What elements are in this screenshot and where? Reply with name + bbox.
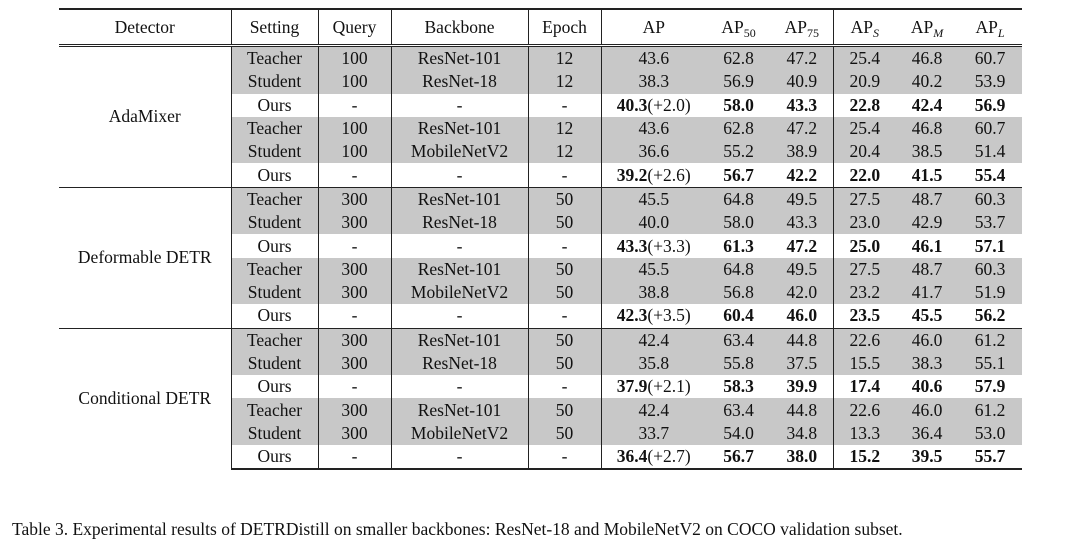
apl-cell: 57.1 bbox=[974, 235, 1006, 256]
ap75-cell: 47.2 bbox=[771, 46, 833, 71]
ap75-cell: 39.9 bbox=[786, 376, 818, 397]
apm-cell: 40.2 bbox=[896, 70, 958, 93]
apm-cell: 46.8 bbox=[896, 117, 958, 140]
aps-cell: 13.3 bbox=[833, 422, 896, 445]
setting-cell: Teacher bbox=[231, 328, 318, 352]
apl-cell: 60.3 bbox=[958, 187, 1022, 211]
aps-cell: 23.0 bbox=[833, 211, 896, 234]
backbone-cell: MobileNetV2 bbox=[391, 140, 528, 163]
epoch-cell: - bbox=[528, 445, 601, 469]
backbone-cell: ResNet-101 bbox=[391, 258, 528, 281]
header-apm bbox=[896, 9, 958, 46]
ap50-cell: 58.3 bbox=[723, 376, 754, 397]
aps-cell: 25.4 bbox=[833, 46, 896, 71]
ap-cell bbox=[601, 375, 706, 398]
ap50-cell: 56.7 bbox=[706, 445, 771, 469]
table-body bbox=[59, 46, 1022, 470]
setting-cell: Student bbox=[231, 70, 318, 93]
aps-cell: 22.6 bbox=[833, 328, 896, 352]
backbone-cell: ResNet-101 bbox=[391, 398, 528, 421]
apm-cell: 41.7 bbox=[896, 281, 958, 304]
ap-cell: 43.6 bbox=[601, 46, 706, 71]
epoch-cell: 50 bbox=[528, 281, 601, 304]
ap-cell: 38.3 bbox=[601, 70, 706, 93]
apl-cell: 55.7 bbox=[958, 445, 1022, 469]
apl-cell: 53.0 bbox=[958, 422, 1022, 445]
backbone-cell: - bbox=[391, 234, 528, 257]
ap50-cell: 62.8 bbox=[706, 46, 771, 71]
apl-cell: 57.9 bbox=[974, 376, 1006, 397]
ap-cell: 35.8 bbox=[601, 352, 706, 375]
header-aps-subscript bbox=[873, 26, 879, 40]
ap-cell: 33.7 bbox=[601, 422, 706, 445]
header-ap75-label: AP bbox=[784, 16, 807, 37]
header-ap75 bbox=[771, 9, 833, 46]
apl-cell: 53.7 bbox=[958, 211, 1022, 234]
aps-cell: 17.4 bbox=[833, 375, 896, 398]
header-ap-label: AP bbox=[642, 16, 665, 37]
header-epoch-label: Epoch bbox=[542, 16, 587, 37]
setting-cell: Teacher bbox=[231, 46, 318, 71]
header-epoch bbox=[528, 9, 601, 46]
ap-value: 37.9 bbox=[616, 376, 648, 397]
apm-cell: 48.7 bbox=[896, 258, 958, 281]
query-cell: 300 bbox=[318, 187, 391, 211]
aps-cell: 25.0 bbox=[833, 234, 896, 257]
ap50-cell: 63.4 bbox=[706, 328, 771, 352]
epoch-cell: - bbox=[528, 304, 601, 328]
epoch-cell: 50 bbox=[528, 398, 601, 421]
ap50-cell: 62.8 bbox=[706, 117, 771, 140]
header-backbone-label: Backbone bbox=[424, 16, 495, 37]
ap75-cell: 38.9 bbox=[771, 140, 833, 163]
query-cell: 300 bbox=[318, 258, 391, 281]
epoch-cell: 50 bbox=[528, 258, 601, 281]
header-query bbox=[318, 9, 391, 46]
header-setting-label: Setting bbox=[249, 16, 300, 37]
ap75-cell: 44.8 bbox=[771, 328, 833, 352]
query-cell: 300 bbox=[318, 281, 391, 304]
header-apm-subscript-text: M bbox=[933, 25, 944, 40]
ap-value: 43.3 bbox=[616, 235, 648, 256]
query-cell: 100 bbox=[318, 117, 391, 140]
backbone-cell: MobileNetV2 bbox=[391, 422, 528, 445]
ap-delta: (+2.6) bbox=[647, 164, 691, 185]
setting-cell: Student bbox=[231, 281, 318, 304]
epoch-cell: 12 bbox=[528, 70, 601, 93]
backbone-cell: ResNet-18 bbox=[391, 211, 528, 234]
ap-cell: 45.5 bbox=[601, 187, 706, 211]
results-table bbox=[59, 8, 1022, 470]
apl-cell: 55.1 bbox=[958, 352, 1022, 375]
aps-cell: 15.5 bbox=[833, 352, 896, 375]
epoch-cell: - bbox=[528, 375, 601, 398]
query-cell: 300 bbox=[318, 211, 391, 234]
apl-cell: 56.2 bbox=[974, 305, 1006, 326]
query-cell: 300 bbox=[318, 398, 391, 421]
aps-cell: 22.6 bbox=[833, 398, 896, 421]
table-caption: Table 3. Experimental results of DETRDistill on smaller backbones: ResNet-18 and MobileNetV2 on COCO validation subset. bbox=[12, 519, 903, 539]
ap50-cell: 55.2 bbox=[706, 140, 771, 163]
query-cell: - bbox=[318, 375, 391, 398]
ap75-cell: 34.8 bbox=[771, 422, 833, 445]
query-cell: 100 bbox=[318, 46, 391, 71]
ap50-cell: 54.0 bbox=[706, 422, 771, 445]
header-backbone bbox=[391, 9, 528, 46]
apm-cell: 40.6 bbox=[911, 376, 943, 397]
header-ap50-subscript: 50 bbox=[743, 25, 756, 40]
setting-cell: Ours bbox=[231, 163, 318, 187]
ap-delta: (+2.1) bbox=[647, 376, 691, 397]
query-cell: 100 bbox=[318, 70, 391, 93]
table-row bbox=[59, 187, 1022, 211]
epoch-cell: 12 bbox=[528, 117, 601, 140]
apm-cell: 46.1 bbox=[911, 235, 943, 256]
query-cell: 100 bbox=[318, 140, 391, 163]
apl-cell: 61.2 bbox=[958, 328, 1022, 352]
backbone-cell: ResNet-101 bbox=[391, 187, 528, 211]
apm-cell: 41.5 bbox=[911, 164, 943, 185]
apm-cell: 48.7 bbox=[896, 187, 958, 211]
header-row bbox=[59, 9, 1022, 46]
header-aps-subscript-text: S bbox=[872, 25, 879, 40]
epoch-cell: - bbox=[528, 94, 601, 117]
backbone-cell: ResNet-101 bbox=[391, 117, 528, 140]
backbone-cell: MobileNetV2 bbox=[391, 281, 528, 304]
backbone-cell: - bbox=[391, 94, 528, 117]
detector-cell: Conditional DETR bbox=[59, 328, 231, 469]
setting-cell: Ours bbox=[231, 445, 318, 469]
results-table-container bbox=[59, 8, 1022, 470]
header-apl bbox=[958, 9, 1022, 46]
setting-cell: Ours bbox=[231, 375, 318, 398]
query-cell: 300 bbox=[318, 422, 391, 445]
backbone-cell: - bbox=[391, 304, 528, 328]
ap75-cell: 43.3 bbox=[786, 94, 818, 115]
apl-cell: 60.7 bbox=[958, 117, 1022, 140]
apl-cell: 60.3 bbox=[958, 258, 1022, 281]
ap50-cell: 58.0 bbox=[723, 94, 754, 115]
setting-cell: Student bbox=[231, 352, 318, 375]
ap50-cell: 63.4 bbox=[706, 398, 771, 421]
ap75-cell: 40.9 bbox=[771, 70, 833, 93]
table-row bbox=[59, 328, 1022, 352]
ap-delta: (+2.7) bbox=[647, 446, 691, 467]
ap50-cell: 58.0 bbox=[706, 211, 771, 234]
backbone-cell: - bbox=[391, 445, 528, 469]
aps-cell: 22.8 bbox=[833, 94, 896, 117]
query-cell: - bbox=[318, 304, 391, 328]
epoch-cell: 50 bbox=[528, 328, 601, 352]
detector-cell: AdaMixer bbox=[59, 46, 231, 188]
backbone-cell: ResNet-18 bbox=[391, 352, 528, 375]
apm-cell: 46.0 bbox=[896, 398, 958, 421]
setting-cell: Ours bbox=[231, 304, 318, 328]
ap-value: 42.3 bbox=[616, 305, 648, 326]
header-detector-label: Detector bbox=[114, 16, 175, 37]
ap75-cell: 47.2 bbox=[786, 235, 818, 256]
header-apl-label: AP bbox=[975, 16, 998, 37]
backbone-cell: ResNet-101 bbox=[391, 328, 528, 352]
aps-cell: 20.4 bbox=[833, 140, 896, 163]
ap75-cell: 38.0 bbox=[771, 445, 833, 469]
ap-cell bbox=[601, 163, 706, 187]
apm-cell: 42.9 bbox=[896, 211, 958, 234]
ap-cell: 42.4 bbox=[601, 398, 706, 421]
ap-cell bbox=[601, 445, 706, 469]
apl-cell: 55.4 bbox=[974, 164, 1006, 185]
ap-cell bbox=[601, 94, 706, 117]
ap75-cell: 47.2 bbox=[771, 117, 833, 140]
aps-cell: 25.4 bbox=[833, 117, 896, 140]
apm-cell: 38.5 bbox=[896, 140, 958, 163]
ap75-cell: 49.5 bbox=[771, 187, 833, 211]
apm-cell: 39.5 bbox=[896, 445, 958, 469]
backbone-cell: ResNet-101 bbox=[391, 46, 528, 71]
ap50-cell: 61.3 bbox=[723, 235, 754, 256]
header-ap75-subscript: 75 bbox=[806, 25, 819, 40]
ap-delta: (+3.3) bbox=[647, 235, 691, 256]
ap75-cell: 42.0 bbox=[771, 281, 833, 304]
ap75-cell: 43.3 bbox=[771, 211, 833, 234]
aps-cell: 27.5 bbox=[833, 187, 896, 211]
apm-cell: 38.3 bbox=[896, 352, 958, 375]
header-apl-subscript bbox=[998, 26, 1005, 40]
ap50-cell: 56.9 bbox=[706, 70, 771, 93]
epoch-cell: - bbox=[528, 234, 601, 257]
apm-cell: 46.0 bbox=[896, 328, 958, 352]
header-aps bbox=[833, 9, 896, 46]
epoch-cell: 12 bbox=[528, 46, 601, 71]
header-apm-label: AP bbox=[910, 16, 934, 37]
header-apm-subscript bbox=[933, 26, 943, 40]
header-query-label: Query bbox=[332, 16, 377, 37]
apl-cell: 51.4 bbox=[958, 140, 1022, 163]
apl-cell: 61.2 bbox=[958, 398, 1022, 421]
setting-cell: Teacher bbox=[231, 398, 318, 421]
aps-cell: 15.2 bbox=[833, 445, 896, 469]
apm-cell: 46.8 bbox=[896, 46, 958, 71]
ap-value: 39.2 bbox=[616, 164, 648, 185]
ap75-cell: 46.0 bbox=[786, 305, 818, 326]
header-apl-subscript-text: L bbox=[997, 25, 1005, 40]
header-setting bbox=[231, 9, 318, 46]
ap-cell: 45.5 bbox=[601, 258, 706, 281]
setting-cell: Ours bbox=[231, 94, 318, 117]
header-aps-label: AP bbox=[850, 16, 873, 37]
apl-cell: 51.9 bbox=[958, 281, 1022, 304]
ap50-cell: 60.4 bbox=[723, 305, 754, 326]
aps-cell: 20.9 bbox=[833, 70, 896, 93]
ap-value: 40.3 bbox=[616, 94, 648, 115]
header-detector bbox=[59, 9, 231, 46]
apm-cell: 45.5 bbox=[911, 305, 943, 326]
epoch-cell: 50 bbox=[528, 352, 601, 375]
ap75-cell: 37.5 bbox=[771, 352, 833, 375]
apl-cell: 60.7 bbox=[958, 46, 1022, 71]
backbone-cell: - bbox=[391, 375, 528, 398]
ap50-cell: 56.8 bbox=[706, 281, 771, 304]
epoch-cell: 12 bbox=[528, 140, 601, 163]
query-cell: - bbox=[318, 163, 391, 187]
ap-cell: 36.6 bbox=[601, 140, 706, 163]
ap-value: 36.4 bbox=[616, 446, 648, 467]
setting-cell: Teacher bbox=[231, 258, 318, 281]
ap-cell: 43.6 bbox=[601, 117, 706, 140]
ap-cell bbox=[601, 304, 706, 328]
header-ap bbox=[601, 9, 706, 46]
setting-cell: Teacher bbox=[231, 187, 318, 211]
query-cell: - bbox=[318, 234, 391, 257]
aps-cell: 27.5 bbox=[833, 258, 896, 281]
header-ap50-label: AP bbox=[721, 16, 744, 37]
query-cell: - bbox=[318, 445, 391, 469]
epoch-cell: 50 bbox=[528, 422, 601, 445]
ap50-cell: 55.8 bbox=[706, 352, 771, 375]
table-row bbox=[59, 46, 1022, 71]
aps-cell: 22.0 bbox=[833, 163, 896, 187]
aps-cell: 23.5 bbox=[833, 304, 896, 328]
ap-cell: 42.4 bbox=[601, 328, 706, 352]
apl-cell: 56.9 bbox=[974, 94, 1006, 115]
ap50-cell: 64.8 bbox=[706, 258, 771, 281]
setting-cell: Student bbox=[231, 211, 318, 234]
query-cell: - bbox=[318, 94, 391, 117]
query-cell: 300 bbox=[318, 352, 391, 375]
setting-cell: Ours bbox=[231, 234, 318, 257]
header-ap50 bbox=[706, 9, 771, 46]
ap-cell: 38.8 bbox=[601, 281, 706, 304]
apm-cell: 42.4 bbox=[911, 94, 943, 115]
ap75-cell: 49.5 bbox=[771, 258, 833, 281]
setting-cell: Teacher bbox=[231, 117, 318, 140]
ap-delta: (+2.0) bbox=[647, 94, 691, 115]
apl-cell: 53.9 bbox=[958, 70, 1022, 93]
epoch-cell: 50 bbox=[528, 211, 601, 234]
setting-cell: Student bbox=[231, 422, 318, 445]
ap-cell bbox=[601, 234, 706, 257]
backbone-cell: ResNet-18 bbox=[391, 70, 528, 93]
epoch-cell: - bbox=[528, 163, 601, 187]
ap-cell: 40.0 bbox=[601, 211, 706, 234]
setting-cell: Student bbox=[231, 140, 318, 163]
ap50-cell: 64.8 bbox=[706, 187, 771, 211]
epoch-cell: 50 bbox=[528, 187, 601, 211]
query-cell: 300 bbox=[318, 328, 391, 352]
backbone-cell: - bbox=[391, 163, 528, 187]
aps-cell: 23.2 bbox=[833, 281, 896, 304]
ap75-cell: 42.2 bbox=[786, 164, 818, 185]
ap-delta: (+3.5) bbox=[647, 305, 691, 326]
ap50-cell: 56.7 bbox=[723, 164, 754, 185]
detector-cell: Deformable DETR bbox=[59, 187, 231, 328]
ap75-cell: 44.8 bbox=[771, 398, 833, 421]
apm-cell: 36.4 bbox=[896, 422, 958, 445]
